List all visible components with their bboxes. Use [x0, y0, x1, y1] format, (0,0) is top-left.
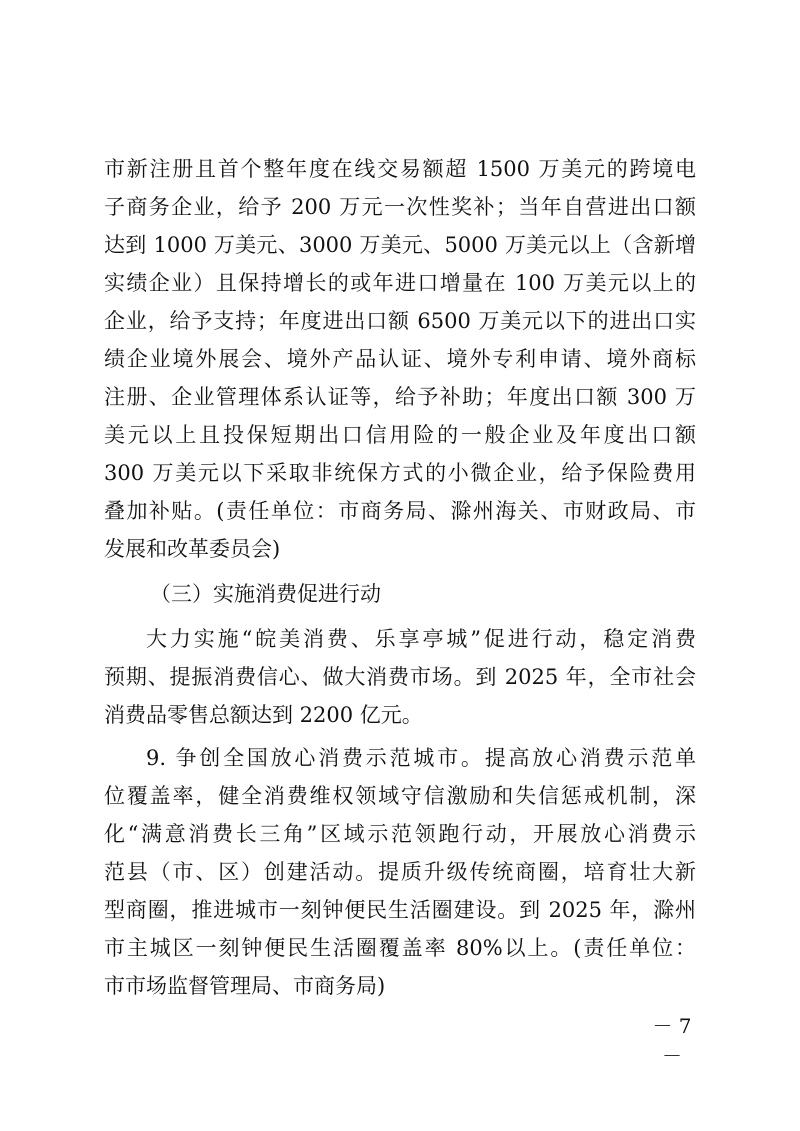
text-line: 范县（市、区）创建活动。提质升级传统商圈，培育壮大新 — [104, 860, 696, 884]
text-line: 美元以上且投保短期出口信用险的一般企业及年度出口额 — [104, 423, 696, 447]
text-line: 大力实施“皖美消费、乐享亭城”促进行动，稳定消费 — [146, 627, 696, 651]
text-line: 注册、企业管理体系认证等，给予补助；年度出口额 300 万 — [104, 385, 696, 409]
text-line: 子商务企业，给予 200 万元一次性奖补；当年自营进出口额 — [104, 195, 696, 219]
text-line: 发展和改革委员会) — [104, 537, 281, 561]
text-line: 实绩企业）且保持增长的或年进口增量在 100 万美元以上的 — [104, 271, 696, 295]
text-line: 市新注册且首个整年度在线交易额超 1500 万美元的跨境电 — [104, 157, 696, 181]
text-line: 绩企业境外展会、境外产品认证、境外专利申请、境外商标 — [104, 347, 696, 371]
text-line: 型商圈，推进城市一刻钟便民生活圈建设。到 2025 年，滁州 — [104, 898, 696, 922]
text-line: 9. 争创全国放心消费示范城市。提高放心消费示范单 — [146, 746, 696, 770]
text-line: 预期、提振消费信心、做大消费市场。到 2025 年，全市社会 — [104, 665, 696, 689]
text-line: 达到 1000 万美元、3000 万美元、5000 万美元以上（含新增 — [104, 233, 696, 257]
text-line: 企业，给予支持；年度进出口额 6500 万美元以下的进出口实 — [104, 309, 696, 333]
section-heading: （三）实施消费促进行动 — [150, 582, 381, 606]
text-line: 位覆盖率，健全消费维权领域守信激励和失信惩戒机制，深 — [104, 784, 696, 808]
text-line: 市市场监督管理局、市商务局) — [104, 974, 386, 998]
text-line: 消费品零售总额达到 2200 亿元。 — [104, 703, 423, 727]
text-line: 化“满意消费长三角”区域示范领跑行动，开展放心消费示 — [104, 822, 696, 846]
text-line: 300 万美元以下采取非统保方式的小微企业，给予保险费用 — [104, 461, 696, 485]
page-number: － 7 － — [652, 1014, 692, 1068]
text-line: 市主城区一刻钟便民生活圈覆盖率 80%以上。(责任单位： — [104, 936, 696, 960]
text-line: 叠加补贴。(责任单位：市商务局、滁州海关、市财政局、市 — [104, 499, 696, 523]
